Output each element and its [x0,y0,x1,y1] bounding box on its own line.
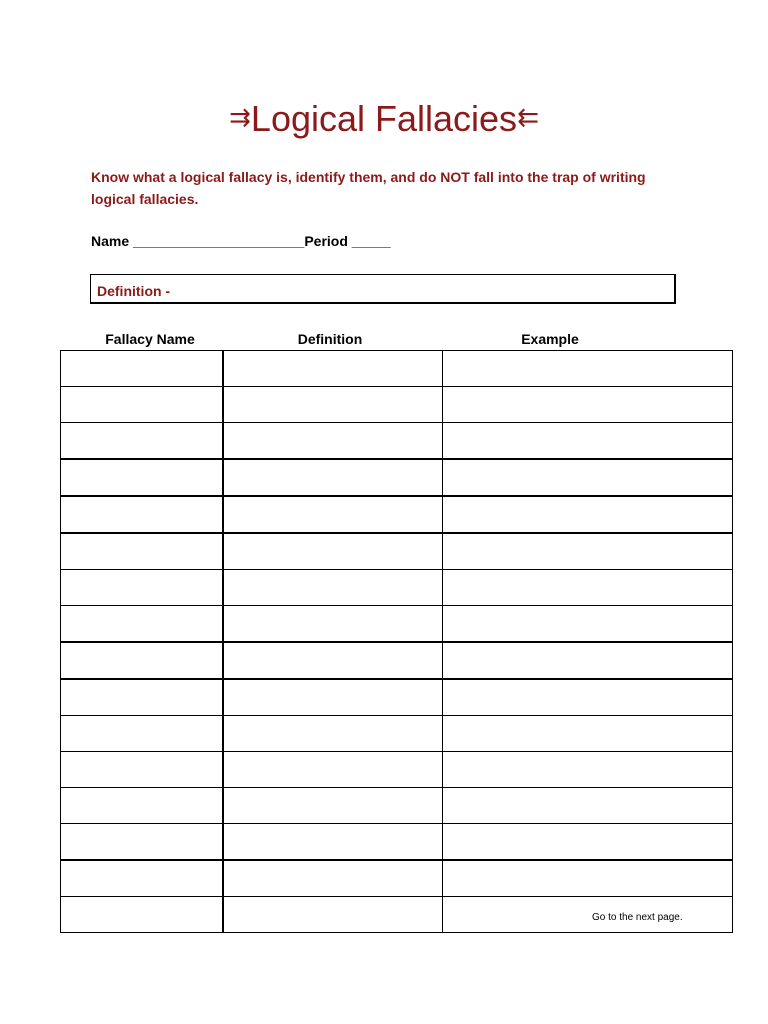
fallacy-name-cell[interactable] [61,752,223,788]
fallacy-name-cell[interactable] [61,860,223,897]
table-row [61,351,733,387]
fallacy-name-cell[interactable] [61,788,223,824]
column-header-example: Example [521,331,579,347]
table-row [61,496,733,533]
next-page-note: Go to the next page. [592,912,683,923]
example-cell[interactable] [443,716,733,752]
definition-cell[interactable] [223,897,443,933]
example-cell[interactable] [443,570,733,606]
fallacy-name-cell[interactable] [61,716,223,752]
definition-cell[interactable] [223,387,443,423]
fallacy-name-cell[interactable] [61,824,223,861]
page-title [0,96,768,141]
definition-box[interactable] [90,274,676,304]
table-row [61,860,733,897]
table-row [61,423,733,460]
example-cell[interactable] [443,860,733,897]
fallacy-name-cell[interactable] [61,679,223,716]
example-cell[interactable] [443,533,733,570]
column-header-fallacy-name: Fallacy Name [105,331,195,347]
column-header-definition: Definition [297,331,363,347]
example-cell[interactable] [443,679,733,716]
example-cell[interactable] [443,606,733,643]
example-cell[interactable] [443,642,733,679]
fallacy-table [60,350,733,933]
example-cell[interactable] [443,459,733,496]
example-cell[interactable] [443,788,733,824]
example-cell[interactable] [443,387,733,423]
table-row [61,679,733,716]
fallacy-name-cell[interactable] [61,351,223,387]
table-row [61,533,733,570]
definition-cell[interactable] [223,533,443,570]
example-cell[interactable] [443,752,733,788]
table-row [61,606,733,643]
definition-cell[interactable] [223,679,443,716]
instructions-text: Know what a logical fallacy is, identify them, and do NOT fall into the trap of writing logical fallacies. [91,169,646,207]
table-row [61,387,733,423]
definition-cell[interactable] [223,570,443,606]
fallacy-name-cell[interactable] [61,642,223,679]
fallacy-name-cell[interactable] [61,387,223,423]
example-cell[interactable] [443,351,733,387]
definition-cell[interactable] [223,860,443,897]
fallacy-name-cell[interactable] [61,570,223,606]
definition-cell[interactable] [223,459,443,496]
table-row [61,897,733,933]
left-double-arrow-icon: ⇇ [517,103,539,133]
fallacy-table-body [61,351,733,933]
example-cell[interactable] [443,824,733,861]
table-row [61,752,733,788]
table-row [61,716,733,752]
fallacy-name-cell[interactable] [61,459,223,496]
name-period-line[interactable]: Name ______________________Period _____ [91,233,391,249]
fallacy-name-cell[interactable] [61,423,223,460]
definition-cell[interactable] [223,496,443,533]
table-row [61,824,733,861]
definition-label: Definition - [97,283,171,299]
example-cell[interactable] [443,423,733,460]
definition-cell[interactable] [223,423,443,460]
table-row [61,570,733,606]
right-double-arrow-icon: ⇉ [229,103,251,133]
definition-cell[interactable] [223,824,443,861]
fallacy-name-cell[interactable] [61,606,223,643]
fallacy-name-cell[interactable] [61,533,223,570]
fallacy-name-cell[interactable] [61,897,223,933]
fallacy-name-cell[interactable] [61,496,223,533]
definition-cell[interactable] [223,752,443,788]
definition-cell[interactable] [223,351,443,387]
example-cell[interactable] [443,897,733,933]
definition-cell[interactable] [223,788,443,824]
page-title-text: Logical Fallacies [250,98,518,139]
definition-cell[interactable] [223,716,443,752]
table-row [61,459,733,496]
table-row [61,642,733,679]
definition-cell[interactable] [223,642,443,679]
definition-cell[interactable] [223,606,443,643]
example-cell[interactable] [443,496,733,533]
table-row [61,788,733,824]
